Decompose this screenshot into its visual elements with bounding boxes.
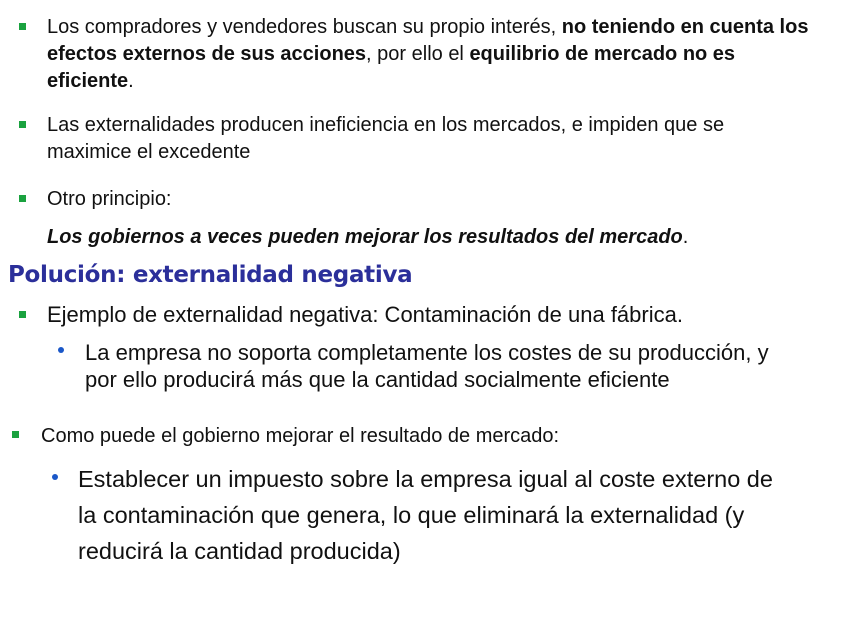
text-run: . bbox=[128, 70, 134, 92]
bullet-another-principle: Otro principio: bbox=[47, 188, 172, 210]
section-heading: Polución: externalidad negativa bbox=[8, 262, 413, 288]
bullet-dot-icon bbox=[52, 474, 58, 480]
principle-emphasis: Los gobiernos a veces pueden mejorar los resultados del mercado bbox=[47, 226, 683, 248]
bullet-inefficiency: Las externalidades producen ineficiencia en los mercados, e impiden que se maximice el excedente bbox=[47, 114, 725, 163]
bullet-government: Como puede el gobierno mejorar el resultado de mercado: bbox=[41, 425, 560, 447]
sub-bullet-firm-costs: La empresa no soporta completamente los costes de su producción, y por ello producirá más que la cantidad socialmente eficiente bbox=[85, 340, 769, 392]
bold-run: no teniendo en cuenta los efectos externos de sus acciones bbox=[47, 16, 809, 65]
bullet-externalities-equilibrium bbox=[47, 14, 827, 95]
sub-bullet-tax: Establecer un impuesto sobre la empresa igual al coste externo de la contaminación que genera, lo que eliminará la externalidad (y reducirá la cantidad producida) bbox=[78, 466, 773, 564]
bold-run: equilibrio de mercado no es eficiente bbox=[47, 43, 736, 92]
text-run: Los compradores y vendedores buscan su propio interés, bbox=[47, 16, 562, 38]
text-run: . bbox=[682, 226, 689, 248]
bullet-square-icon bbox=[12, 431, 19, 438]
text-run: , por ello el bbox=[366, 43, 470, 65]
bullet-square-icon bbox=[19, 121, 26, 128]
bullet-dot-icon bbox=[58, 347, 64, 353]
bullet-square-icon bbox=[19, 311, 26, 318]
bullet-square-icon bbox=[19, 23, 26, 30]
principle-statement bbox=[47, 224, 807, 251]
bullet-square-icon bbox=[19, 195, 26, 202]
bullet-example: Ejemplo de externalidad negativa: Contaminación de una fábrica. bbox=[47, 302, 683, 327]
